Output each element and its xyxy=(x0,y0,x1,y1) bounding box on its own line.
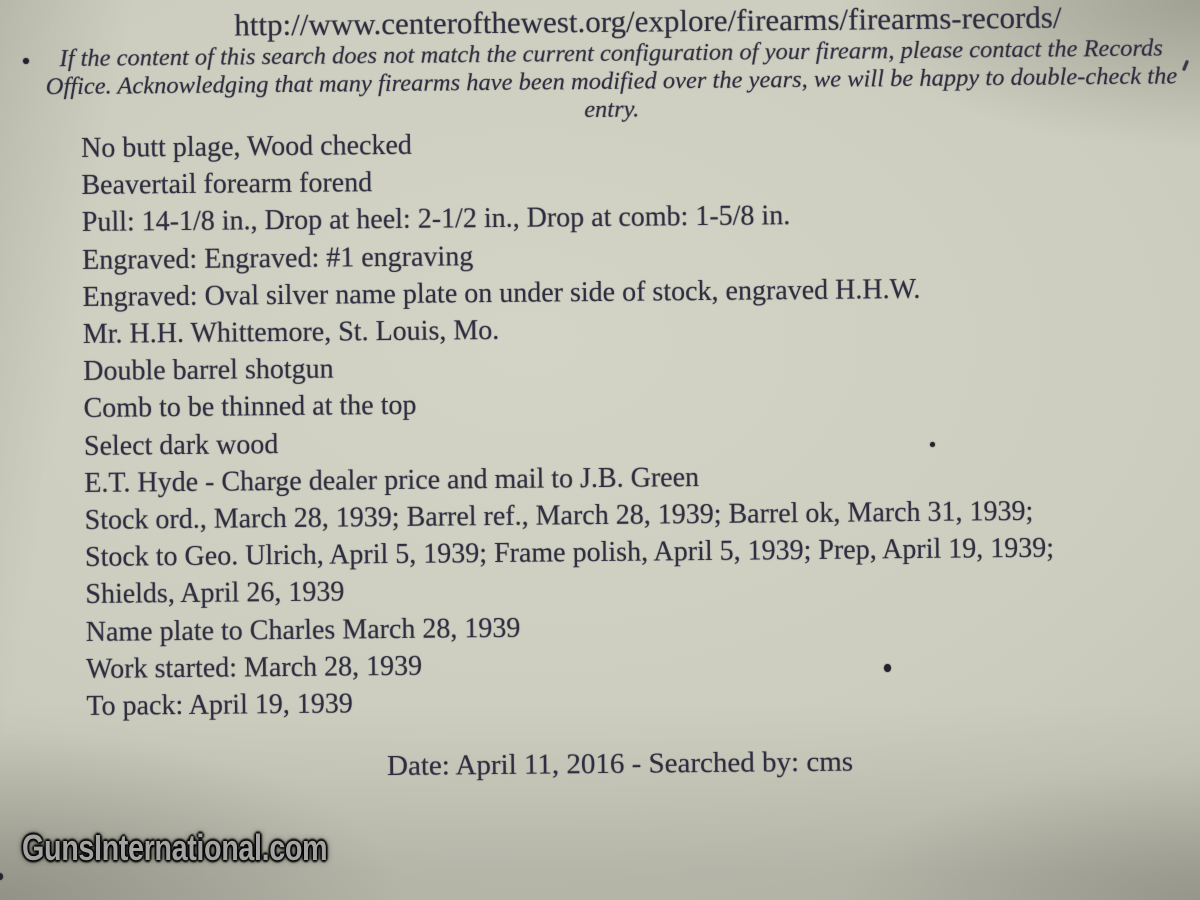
record-line: Stock ord., March 28, 1939; Barrel ref., March 28, 1939; Barrel ok, March 31, 1939; xyxy=(84,495,1034,536)
record-line: Stock to Geo. Ulrich, April 5, 1939; Frame polish, April 5, 1939; Prep, April 19, 1939; xyxy=(84,532,1055,574)
ink-speck xyxy=(0,873,3,880)
firearm-record-details xyxy=(81,119,1200,725)
record-line: Work started: March 28, 1939 xyxy=(85,650,423,685)
records-search-url: http://www.centerofthewest.org/explore/firearms/firearms-records/ xyxy=(234,0,1062,43)
record-line: Engraved: Oval silver name plate on under side of stock, engraved H.H.W. xyxy=(82,273,921,313)
record-line: Engraved: Engraved: #1 engraving xyxy=(82,240,474,276)
record-line: Name plate to Charles March 28, 1939 xyxy=(85,612,521,648)
record-line: No butt plage, Wood checked xyxy=(80,129,413,164)
record-line: Comb to be thinned at the top xyxy=(83,390,417,425)
record-line: Shields, April 26, 1939 xyxy=(85,576,345,611)
ink-speck xyxy=(930,442,935,447)
record-line: E.T. Hyde - Charge dealer price and mail to J.B. Green xyxy=(84,461,700,499)
records-office-disclaimer xyxy=(0,34,1197,130)
record-line: Select dark wood xyxy=(83,428,279,462)
record-line: Pull: 14-1/8 in., Drop at heel: 2-1/2 in., Drop at comb: 1-5/8 in. xyxy=(81,200,791,239)
gunsinternational-watermark: GunsInternational.com xyxy=(22,827,328,868)
disclaimer-line: If the content of this search does not match the current configuration of your firearm, please contact the Records xyxy=(59,34,1164,73)
ink-speck xyxy=(884,664,891,672)
record-line: Beavertail forearm forend xyxy=(81,167,373,202)
disclaimer-line: entry. xyxy=(584,95,640,124)
record-line: Double barrel shotgun xyxy=(83,353,334,388)
ink-speck xyxy=(23,58,29,64)
record-line: Mr. H.H. Whittemore, St. Louis, Mo. xyxy=(82,314,500,350)
record-line: To pack: April 19, 1939 xyxy=(86,688,353,722)
search-date-line: Date: April 11, 2016 - Searched by: cms xyxy=(386,745,854,783)
disclaimer-line: Office. Acknowledging that many firearms have been modified over the years, we will be happy to double-check the xyxy=(45,62,1178,101)
